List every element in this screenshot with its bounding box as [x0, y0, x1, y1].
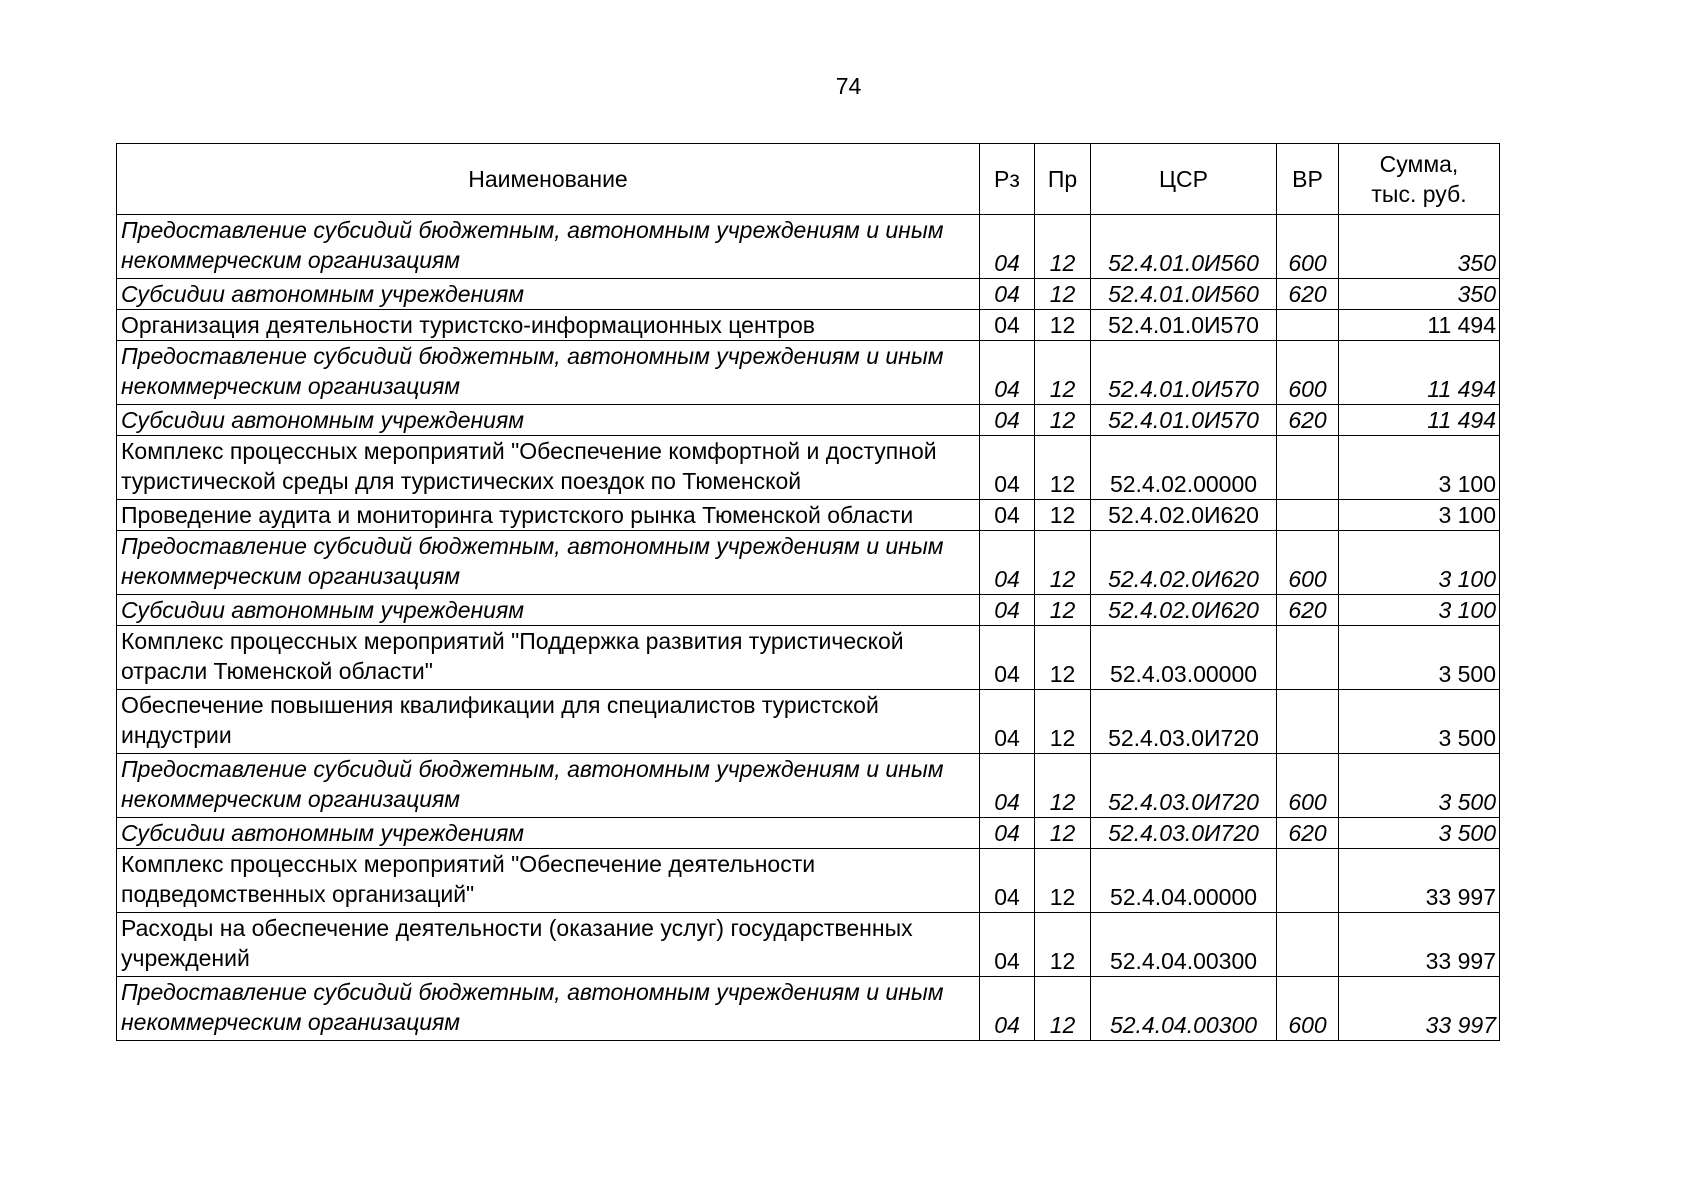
row-rz: 04: [980, 849, 1035, 913]
row-vr: 600: [1277, 215, 1339, 279]
row-name: Предоставление субсидий бюджетным, автономным учреждениям и иным некоммерческим организациям: [117, 341, 980, 405]
row-csr: 52.4.02.00000: [1091, 436, 1277, 500]
row-csr: 52.4.03.0И720: [1091, 690, 1277, 754]
row-vr: [1277, 310, 1339, 341]
row-pr: 12: [1035, 341, 1091, 405]
table-row: [117, 436, 1500, 500]
row-csr: 52.4.01.0И560: [1091, 279, 1277, 310]
row-name: Субсидии автономным учреждениям: [117, 818, 980, 849]
row-csr: 52.4.03.00000: [1091, 626, 1277, 690]
row-pr: 12: [1035, 818, 1091, 849]
row-sum: 33 997: [1339, 849, 1500, 913]
table-header-row: [117, 144, 1500, 215]
row-sum: 33 997: [1339, 913, 1500, 977]
table-row: [117, 310, 1500, 341]
row-name: Расходы на обеспечение деятельности (оказание услуг) государственных учреждений: [117, 913, 980, 977]
row-rz: 04: [980, 913, 1035, 977]
table-row: [117, 754, 1500, 818]
row-csr: 52.4.02.0И620: [1091, 500, 1277, 531]
row-name: Комплекс процессных мероприятий "Обеспечение деятельности подведомственных организаций": [117, 849, 980, 913]
row-vr: [1277, 626, 1339, 690]
row-vr: 600: [1277, 341, 1339, 405]
row-pr: 12: [1035, 977, 1091, 1041]
header-csr: ЦСР: [1091, 144, 1277, 215]
row-name: Предоставление субсидий бюджетным, автономным учреждениям и иным некоммерческим организациям: [117, 754, 980, 818]
row-name: Предоставление субсидий бюджетным, автономным учреждениям и иным некоммерческим организациям: [117, 977, 980, 1041]
row-csr: 52.4.01.0И570: [1091, 405, 1277, 436]
table-row: [117, 818, 1500, 849]
row-vr: [1277, 849, 1339, 913]
header-sum: [1339, 144, 1500, 215]
row-pr: 12: [1035, 279, 1091, 310]
row-csr: 52.4.01.0И560: [1091, 215, 1277, 279]
row-rz: 04: [980, 279, 1035, 310]
row-rz: 04: [980, 531, 1035, 595]
row-sum: 11 494: [1339, 310, 1500, 341]
row-name: Комплекс процессных мероприятий "Обеспечение комфортной и доступной туристической среды для туристических поездок по Тюменской: [117, 436, 980, 500]
row-name: Предоставление субсидий бюджетным, автономным учреждениям и иным некоммерческим организациям: [117, 215, 980, 279]
row-sum: 11 494: [1339, 341, 1500, 405]
row-sum: 3 500: [1339, 690, 1500, 754]
row-csr: 52.4.01.0И570: [1091, 310, 1277, 341]
row-rz: 04: [980, 405, 1035, 436]
table-row: [117, 595, 1500, 626]
row-csr: 52.4.04.00300: [1091, 977, 1277, 1041]
row-sum: 3 100: [1339, 531, 1500, 595]
row-sum: 350: [1339, 215, 1500, 279]
row-name: Субсидии автономным учреждениям: [117, 595, 980, 626]
table-row: [117, 849, 1500, 913]
row-csr: 52.4.03.0И720: [1091, 818, 1277, 849]
row-name: Предоставление субсидий бюджетным, автономным учреждениям и иным некоммерческим организациям: [117, 531, 980, 595]
row-rz: 04: [980, 595, 1035, 626]
row-pr: 12: [1035, 849, 1091, 913]
row-sum: 33 997: [1339, 977, 1500, 1041]
row-pr: 12: [1035, 595, 1091, 626]
row-csr: 52.4.01.0И570: [1091, 341, 1277, 405]
row-pr: 12: [1035, 626, 1091, 690]
header-vr: ВР: [1277, 144, 1339, 215]
row-vr: 600: [1277, 531, 1339, 595]
row-name: Организация деятельности туристско-информационных центров: [117, 310, 980, 341]
row-pr: 12: [1035, 690, 1091, 754]
header-sum-line1: Сумма,: [1379, 151, 1459, 177]
table-row: [117, 341, 1500, 405]
row-csr: 52.4.02.0И620: [1091, 595, 1277, 626]
row-vr: 620: [1277, 818, 1339, 849]
row-name: Комплекс процессных мероприятий "Поддержка развития туристической отрасли Тюменской области": [117, 626, 980, 690]
row-name: Субсидии автономным учреждениям: [117, 279, 980, 310]
row-rz: 04: [980, 500, 1035, 531]
row-name: Обеспечение повышения квалификации для специалистов туристской индустрии: [117, 690, 980, 754]
header-name: Наименование: [117, 144, 980, 215]
row-pr: 12: [1035, 405, 1091, 436]
row-csr: 52.4.04.00000: [1091, 849, 1277, 913]
row-vr: 620: [1277, 405, 1339, 436]
row-csr: 52.4.02.0И620: [1091, 531, 1277, 595]
table-row: [117, 690, 1500, 754]
header-rz: Рз: [980, 144, 1035, 215]
row-vr: [1277, 500, 1339, 531]
row-pr: 12: [1035, 531, 1091, 595]
row-pr: 12: [1035, 913, 1091, 977]
row-rz: 04: [980, 754, 1035, 818]
row-sum: 350: [1339, 279, 1500, 310]
row-rz: 04: [980, 215, 1035, 279]
row-pr: 12: [1035, 436, 1091, 500]
row-sum: 3 500: [1339, 754, 1500, 818]
table-row: [117, 977, 1500, 1041]
row-sum: 11 494: [1339, 405, 1500, 436]
row-pr: 12: [1035, 754, 1091, 818]
row-vr: 600: [1277, 754, 1339, 818]
table-row: [117, 500, 1500, 531]
table-row: [117, 531, 1500, 595]
table-row: [117, 279, 1500, 310]
row-rz: 04: [980, 977, 1035, 1041]
row-csr: 52.4.03.0И720: [1091, 754, 1277, 818]
table-row: [117, 215, 1500, 279]
row-rz: 04: [980, 818, 1035, 849]
table-row: [117, 626, 1500, 690]
row-rz: 04: [980, 626, 1035, 690]
row-vr: 600: [1277, 977, 1339, 1041]
header-sum-line2: тыс. руб.: [1371, 181, 1467, 207]
row-vr: 620: [1277, 279, 1339, 310]
row-pr: 12: [1035, 500, 1091, 531]
header-pr: Пр: [1035, 144, 1091, 215]
row-rz: 04: [980, 310, 1035, 341]
table-row: [117, 913, 1500, 977]
row-rz: 04: [980, 436, 1035, 500]
row-pr: 12: [1035, 310, 1091, 341]
row-name: Субсидии автономным учреждениям: [117, 405, 980, 436]
row-sum: 3 500: [1339, 626, 1500, 690]
row-rz: 04: [980, 341, 1035, 405]
row-csr: 52.4.04.00300: [1091, 913, 1277, 977]
table-row: [117, 405, 1500, 436]
row-name: Проведение аудита и мониторинга туристского рынка Тюменской области: [117, 500, 980, 531]
row-vr: 620: [1277, 595, 1339, 626]
row-sum: 3 100: [1339, 436, 1500, 500]
row-vr: [1277, 913, 1339, 977]
row-sum: 3 500: [1339, 818, 1500, 849]
row-sum: 3 100: [1339, 595, 1500, 626]
row-sum: 3 100: [1339, 500, 1500, 531]
row-rz: 04: [980, 690, 1035, 754]
budget-table: [116, 143, 1500, 1041]
row-vr: [1277, 690, 1339, 754]
page-number: 74: [835, 73, 862, 99]
row-vr: [1277, 436, 1339, 500]
row-pr: 12: [1035, 215, 1091, 279]
